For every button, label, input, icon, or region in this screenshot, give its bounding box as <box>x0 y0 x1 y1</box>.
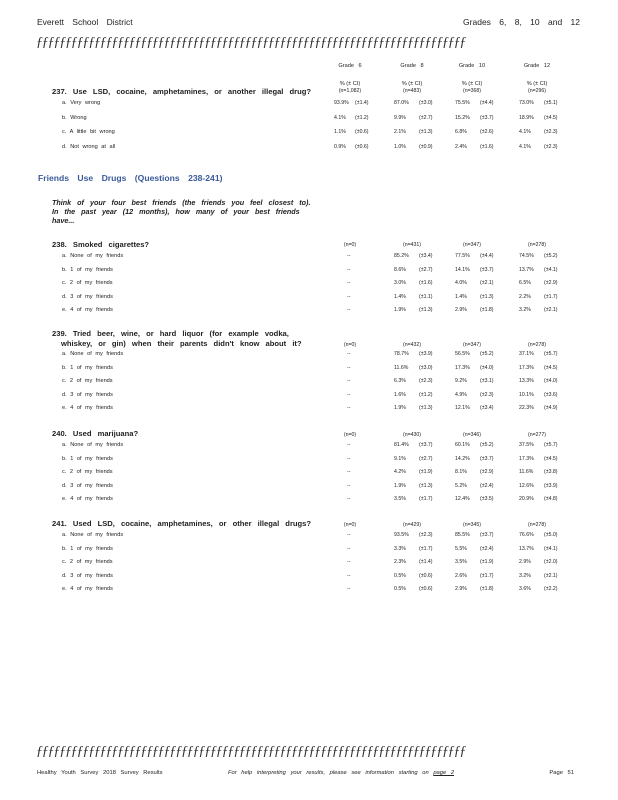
answer-option-label: b. Wrong <box>62 114 87 121</box>
confidence-interval: (±3.0) <box>419 100 433 106</box>
answer-option-label: b. 1 of my friends <box>62 545 113 552</box>
value-cell: -- <box>347 559 351 565</box>
value-cell: 8.1% <box>455 469 467 475</box>
sample-size: (n=347) <box>462 242 482 248</box>
confidence-interval: (±3.7) <box>480 266 494 273</box>
value-cell: 18.9% <box>519 114 534 121</box>
value-cell: 9.9% <box>394 114 406 121</box>
value-cell: 20.9% <box>519 496 534 502</box>
confidence-interval: (±0.6) <box>355 129 369 135</box>
confidence-interval: (±2.7) <box>419 455 433 462</box>
confidence-interval: (±1.1) <box>419 293 433 300</box>
value-cell: 1.1% <box>334 129 346 135</box>
value-cell: 37.5% <box>519 442 534 448</box>
value-cell: 12.1% <box>455 405 470 411</box>
value-cell: 11.6% <box>394 364 409 371</box>
footer-page-number: Page 51 <box>549 770 574 776</box>
confidence-interval: (±3.9) <box>419 351 433 357</box>
value-cell: 60.1% <box>455 442 470 448</box>
sample-size: (n=278) <box>527 242 547 248</box>
value-cell: 5.2% <box>455 482 467 489</box>
value-cell: 3.6% <box>519 586 531 592</box>
answer-option-label: b. 1 of my friends <box>62 364 113 371</box>
confidence-interval: (±3.6) <box>544 391 558 398</box>
sample-size: (n=0) <box>343 522 357 528</box>
value-cell: -- <box>347 545 351 552</box>
sample-size: (n=0) <box>343 432 357 438</box>
confidence-interval: (±4.8) <box>544 496 558 502</box>
confidence-interval: (±5.1) <box>544 100 558 106</box>
value-cell: -- <box>347 496 351 502</box>
sample-size: (n=296) <box>527 88 547 94</box>
value-cell: 3.2% <box>519 572 531 579</box>
confidence-interval: (±4.0) <box>480 364 494 371</box>
confidence-interval: (±0.9) <box>419 143 433 150</box>
confidence-interval: (±2.9) <box>480 469 494 475</box>
confidence-interval: (±3.7) <box>480 455 494 462</box>
confidence-interval: (±2.7) <box>419 266 433 273</box>
confidence-interval: (±5.0) <box>544 532 558 538</box>
value-cell: -- <box>347 572 351 579</box>
value-cell: 2.9% <box>519 559 531 565</box>
value-cell: 4.1% <box>519 129 531 135</box>
answer-option-label: d. Not wrong at all <box>62 143 116 150</box>
confidence-interval: (±1.9) <box>480 559 494 565</box>
value-cell: 13.7% <box>519 266 534 273</box>
confidence-interval: (±2.1) <box>544 572 558 579</box>
confidence-interval: (±0.6) <box>419 572 433 579</box>
value-cell: 12.6% <box>519 482 534 489</box>
confidence-interval: (±2.3) <box>419 378 433 384</box>
value-cell: 14.1% <box>455 266 470 273</box>
confidence-interval: (±3.4) <box>480 405 494 411</box>
confidence-interval: (±1.3) <box>480 293 494 300</box>
confidence-interval: (±2.4) <box>480 545 494 552</box>
answer-option-label: c. A little bit wrong <box>62 129 115 135</box>
section-intro: Think of your four best friends (the friends you feel closest to). In the past year (12 months), how many of your best friends have... <box>52 198 311 226</box>
value-cell: 77.5% <box>455 253 470 259</box>
confidence-interval: (±3.4) <box>419 253 433 259</box>
confidence-interval: (±2.4) <box>480 482 494 489</box>
grades-label: Grades 6, 8, 10 and 12 <box>463 17 580 27</box>
sample-size: (n=0) <box>343 342 357 348</box>
value-cell: -- <box>347 482 351 489</box>
confidence-interval: (±3.0) <box>419 364 433 371</box>
value-cell: 17.3% <box>519 455 534 462</box>
value-cell: 87.0% <box>394 100 409 106</box>
value-cell: -- <box>347 391 351 398</box>
confidence-interval: (±2.7) <box>419 114 433 121</box>
sample-size: (n=1,082) <box>338 88 362 94</box>
confidence-interval: (±4.4) <box>480 100 494 106</box>
confidence-interval: (±2.3) <box>419 532 433 538</box>
confidence-interval: (±3.9) <box>544 482 558 489</box>
value-cell: -- <box>347 293 351 300</box>
sample-size: (n=278) <box>527 342 547 348</box>
confidence-interval: (±3.7) <box>480 532 494 538</box>
confidence-interval: (±1.3) <box>419 482 433 489</box>
sample-size: (n=345) <box>462 522 482 528</box>
confidence-interval: (±2.3) <box>480 391 494 398</box>
confidence-interval: (±5.2) <box>480 351 494 357</box>
answer-option-label: c. 2 of my friends <box>62 469 113 475</box>
answer-option-label: e. 4 of my friends <box>62 496 113 502</box>
value-cell: -- <box>347 532 351 538</box>
value-cell: 2.3% <box>394 559 406 565</box>
confidence-interval: (±0.6) <box>355 143 369 150</box>
answer-option-label: b. 1 of my friends <box>62 455 113 462</box>
value-cell: 85.2% <box>394 253 409 259</box>
answer-option-label: d. 3 of my friends <box>62 572 113 579</box>
bottom-rule: ƒƒƒƒƒƒƒƒƒƒƒƒƒƒƒƒƒƒƒƒƒƒƒƒƒƒƒƒƒƒƒƒƒƒƒƒƒƒƒƒƒƒƒƒƒƒƒƒƒƒƒƒƒƒƒƒƒƒƒƒƒƒƒƒƒƒƒƒƒƒƒƒƒƒ <box>36 744 466 759</box>
value-cell: 1.4% <box>394 293 406 300</box>
confidence-interval: (±1.4) <box>419 559 433 565</box>
value-cell: 1.9% <box>394 405 406 411</box>
value-cell: 17.3% <box>455 364 470 371</box>
value-cell: 1.9% <box>394 482 406 489</box>
value-cell: 13.3% <box>519 378 534 384</box>
section-title: Friends Use Drugs (Questions 238-241) <box>38 173 223 183</box>
answer-option-label: a. None of my friends <box>62 442 124 448</box>
value-cell: 73.0% <box>519 100 534 106</box>
value-cell: 22.3% <box>519 405 534 411</box>
value-cell: -- <box>347 455 351 462</box>
value-cell: 85.5% <box>455 532 470 538</box>
footer-page-link[interactable]: page 2 <box>433 770 455 776</box>
value-cell: 6.3% <box>394 378 406 384</box>
confidence-interval: (±4.1) <box>544 266 558 273</box>
confidence-interval: (±1.7) <box>419 545 433 552</box>
question-title: 237. Use LSD, cocaine, amphetamines, or another illegal drug? <box>52 87 312 96</box>
value-cell: 75.5% <box>455 100 470 106</box>
confidence-interval: (±3.1) <box>480 378 494 384</box>
value-cell: 6.5% <box>519 280 531 286</box>
value-cell: 11.6% <box>519 469 534 475</box>
confidence-interval: (±2.9) <box>544 280 558 286</box>
value-cell: 37.1% <box>519 351 534 357</box>
confidence-interval: (±1.6) <box>480 143 494 150</box>
value-cell: 1.6% <box>394 391 406 398</box>
confidence-interval: (±3.8) <box>544 469 558 475</box>
value-cell: 17.3% <box>519 364 534 371</box>
value-cell: -- <box>347 469 351 475</box>
value-cell: 56.5% <box>455 351 470 357</box>
footer-survey-name: Healthy Youth Survey 2018 Survey Results <box>37 770 163 776</box>
answer-option-label: c. 2 of my friends <box>62 280 113 286</box>
confidence-interval: (±3.7) <box>419 442 433 448</box>
confidence-interval: (±1.7) <box>544 293 558 300</box>
value-cell: 9.1% <box>394 455 406 462</box>
confidence-interval: (±4.1) <box>544 545 558 552</box>
confidence-interval: (±2.2) <box>544 586 558 592</box>
value-cell: 74.5% <box>519 253 534 259</box>
answer-option-label: a. None of my friends <box>62 351 124 357</box>
answer-option-label: d. 3 of my friends <box>62 391 113 398</box>
confidence-interval: (±4.9) <box>544 405 558 411</box>
confidence-interval: (±1.7) <box>480 572 494 579</box>
value-cell: 3.3% <box>394 545 406 552</box>
sample-size: (n=277) <box>527 432 547 438</box>
confidence-interval: (±4.5) <box>544 455 558 462</box>
confidence-interval: (±4.0) <box>544 378 558 384</box>
sample-size: (n=278) <box>527 522 547 528</box>
confidence-interval: (±1.2) <box>355 114 369 121</box>
value-cell: -- <box>347 586 351 592</box>
confidence-interval: (±2.3) <box>544 143 558 150</box>
value-cell: 4.2% <box>394 469 406 475</box>
answer-option-label: a. None of my friends <box>62 253 124 259</box>
value-cell: -- <box>347 442 351 448</box>
sample-size: (n=431) <box>402 242 422 248</box>
value-cell: 3.2% <box>519 307 531 313</box>
question-title-line-2: whiskey, or gin) when their parents didn't know about it? <box>61 339 302 348</box>
value-cell: 1.9% <box>394 307 406 313</box>
value-cell: 93.5% <box>394 532 409 538</box>
percent-ci-header: % (± CI) <box>401 81 423 87</box>
value-cell: 3.5% <box>394 496 406 502</box>
value-cell: 5.5% <box>455 545 467 552</box>
value-cell: 3.5% <box>455 559 467 565</box>
grade-column-header: Grade 8 <box>400 63 424 69</box>
value-cell: -- <box>347 378 351 384</box>
confidence-interval: (±2.0) <box>544 559 558 565</box>
confidence-interval: (±1.7) <box>419 496 433 502</box>
grade-column-header: Grade 10 <box>458 63 486 69</box>
value-cell: 15.2% <box>455 114 470 121</box>
question-title-line-1: 239. Tried beer, wine, or hard liquor (for example vodka, <box>52 329 289 338</box>
value-cell: 12.4% <box>455 496 470 502</box>
district-name: Everett School District <box>37 17 133 27</box>
confidence-interval: (±1.8) <box>480 307 494 313</box>
question-title: 241. Used LSD, cocaine, amphetamines, or other illegal drugs? <box>52 519 312 528</box>
value-cell: 2.6% <box>455 572 467 579</box>
answer-option-label: d. 3 of my friends <box>62 482 113 489</box>
value-cell: 2.1% <box>394 129 406 135</box>
value-cell: 14.2% <box>455 455 470 462</box>
confidence-interval: (±2.3) <box>544 129 558 135</box>
value-cell: 81.4% <box>394 442 409 448</box>
value-cell: 2.9% <box>455 307 467 313</box>
answer-option-label: e. 4 of my friends <box>62 405 113 411</box>
answer-option-label: e. 4 of my friends <box>62 307 113 313</box>
value-cell: -- <box>347 405 351 411</box>
confidence-interval: (±1.4) <box>355 100 369 106</box>
sample-size: (n=0) <box>343 242 357 248</box>
value-cell: -- <box>347 307 351 313</box>
value-cell: 3.0% <box>394 280 406 286</box>
sample-size: (n=346) <box>462 432 482 438</box>
value-cell: 78.7% <box>394 351 409 357</box>
grade-column-header: Grade 12 <box>523 63 551 69</box>
sample-size: (n=368) <box>462 88 482 94</box>
value-cell: 2.9% <box>455 586 467 592</box>
confidence-interval: (±1.2) <box>419 391 433 398</box>
value-cell: 2.4% <box>455 143 467 150</box>
confidence-interval: (±3.5) <box>480 496 494 502</box>
value-cell: 13.7% <box>519 545 534 552</box>
value-cell: 10.1% <box>519 391 534 398</box>
confidence-interval: (±2.6) <box>480 129 494 135</box>
grade-column-header: Grade 6 <box>338 63 362 69</box>
footer-help-prefix: For help interpreting your results, please see information starting on <box>228 770 429 776</box>
confidence-interval: (±4.5) <box>544 364 558 371</box>
percent-ci-header: % (± CI) <box>339 81 361 87</box>
value-cell: -- <box>347 266 351 273</box>
answer-option-label: d. 3 of my friends <box>62 293 113 300</box>
answer-option-label: e. 4 of my friends <box>62 586 113 592</box>
confidence-interval: (±1.3) <box>419 405 433 411</box>
question-title: 240. Used marijuana? <box>52 429 139 438</box>
value-cell: 93.9% <box>334 100 349 106</box>
answer-option-label: a. None of my friends <box>62 532 124 538</box>
confidence-interval: (±0.6) <box>419 586 433 592</box>
value-cell: 0.9% <box>334 143 346 150</box>
footer-help-text <box>228 770 454 776</box>
value-cell: 9.2% <box>455 378 467 384</box>
value-cell: 2.2% <box>519 293 531 300</box>
value-cell: 4.1% <box>519 143 531 150</box>
confidence-interval: (±5.2) <box>480 442 494 448</box>
confidence-interval: (±1.9) <box>419 469 433 475</box>
confidence-interval: (±3.7) <box>480 114 494 121</box>
answer-option-label: b. 1 of my friends <box>62 266 113 273</box>
confidence-interval: (±1.3) <box>419 129 433 135</box>
confidence-interval: (±5.7) <box>544 442 558 448</box>
value-cell: 0.5% <box>394 572 406 579</box>
sample-size: (n=432) <box>402 342 422 348</box>
percent-ci-header: % (± CI) <box>461 81 483 87</box>
value-cell: 76.6% <box>519 532 534 538</box>
confidence-interval: (±2.1) <box>480 280 494 286</box>
value-cell: 4.0% <box>455 280 467 286</box>
confidence-interval: (±1.6) <box>419 280 433 286</box>
value-cell: 0.5% <box>394 586 406 592</box>
sample-size: (n=430) <box>402 432 422 438</box>
sample-size: (n=429) <box>402 522 422 528</box>
confidence-interval: (±5.2) <box>544 253 558 259</box>
confidence-interval: (±2.1) <box>544 307 558 313</box>
confidence-interval: (±4.4) <box>480 253 494 259</box>
question-title: 238. Smoked cigarettes? <box>52 240 150 249</box>
confidence-interval: (±1.3) <box>419 307 433 313</box>
sample-size: (n=347) <box>462 342 482 348</box>
value-cell: 8.6% <box>394 266 406 273</box>
value-cell: -- <box>347 351 351 357</box>
confidence-interval: (±5.7) <box>544 351 558 357</box>
answer-option-label: c. 2 of my friends <box>62 378 113 384</box>
value-cell: -- <box>347 280 351 286</box>
percent-ci-header: % (± CI) <box>526 81 548 87</box>
top-rule: ƒƒƒƒƒƒƒƒƒƒƒƒƒƒƒƒƒƒƒƒƒƒƒƒƒƒƒƒƒƒƒƒƒƒƒƒƒƒƒƒƒƒƒƒƒƒƒƒƒƒƒƒƒƒƒƒƒƒƒƒƒƒƒƒƒƒƒƒƒƒƒƒƒƒ <box>36 35 466 50</box>
sample-size: (n=483) <box>402 88 422 94</box>
answer-option-label: c. 2 of my friends <box>62 559 113 565</box>
value-cell: 1.0% <box>394 143 406 150</box>
answer-option-label: a. Very wrong <box>62 100 101 106</box>
confidence-interval: (±4.5) <box>544 114 558 121</box>
value-cell: 1.4% <box>455 293 467 300</box>
value-cell: 4.1% <box>334 114 346 121</box>
value-cell: 4.9% <box>455 391 467 398</box>
value-cell: 6.8% <box>455 129 467 135</box>
value-cell: -- <box>347 364 351 371</box>
confidence-interval: (±1.8) <box>480 586 494 592</box>
value-cell: -- <box>347 253 351 259</box>
